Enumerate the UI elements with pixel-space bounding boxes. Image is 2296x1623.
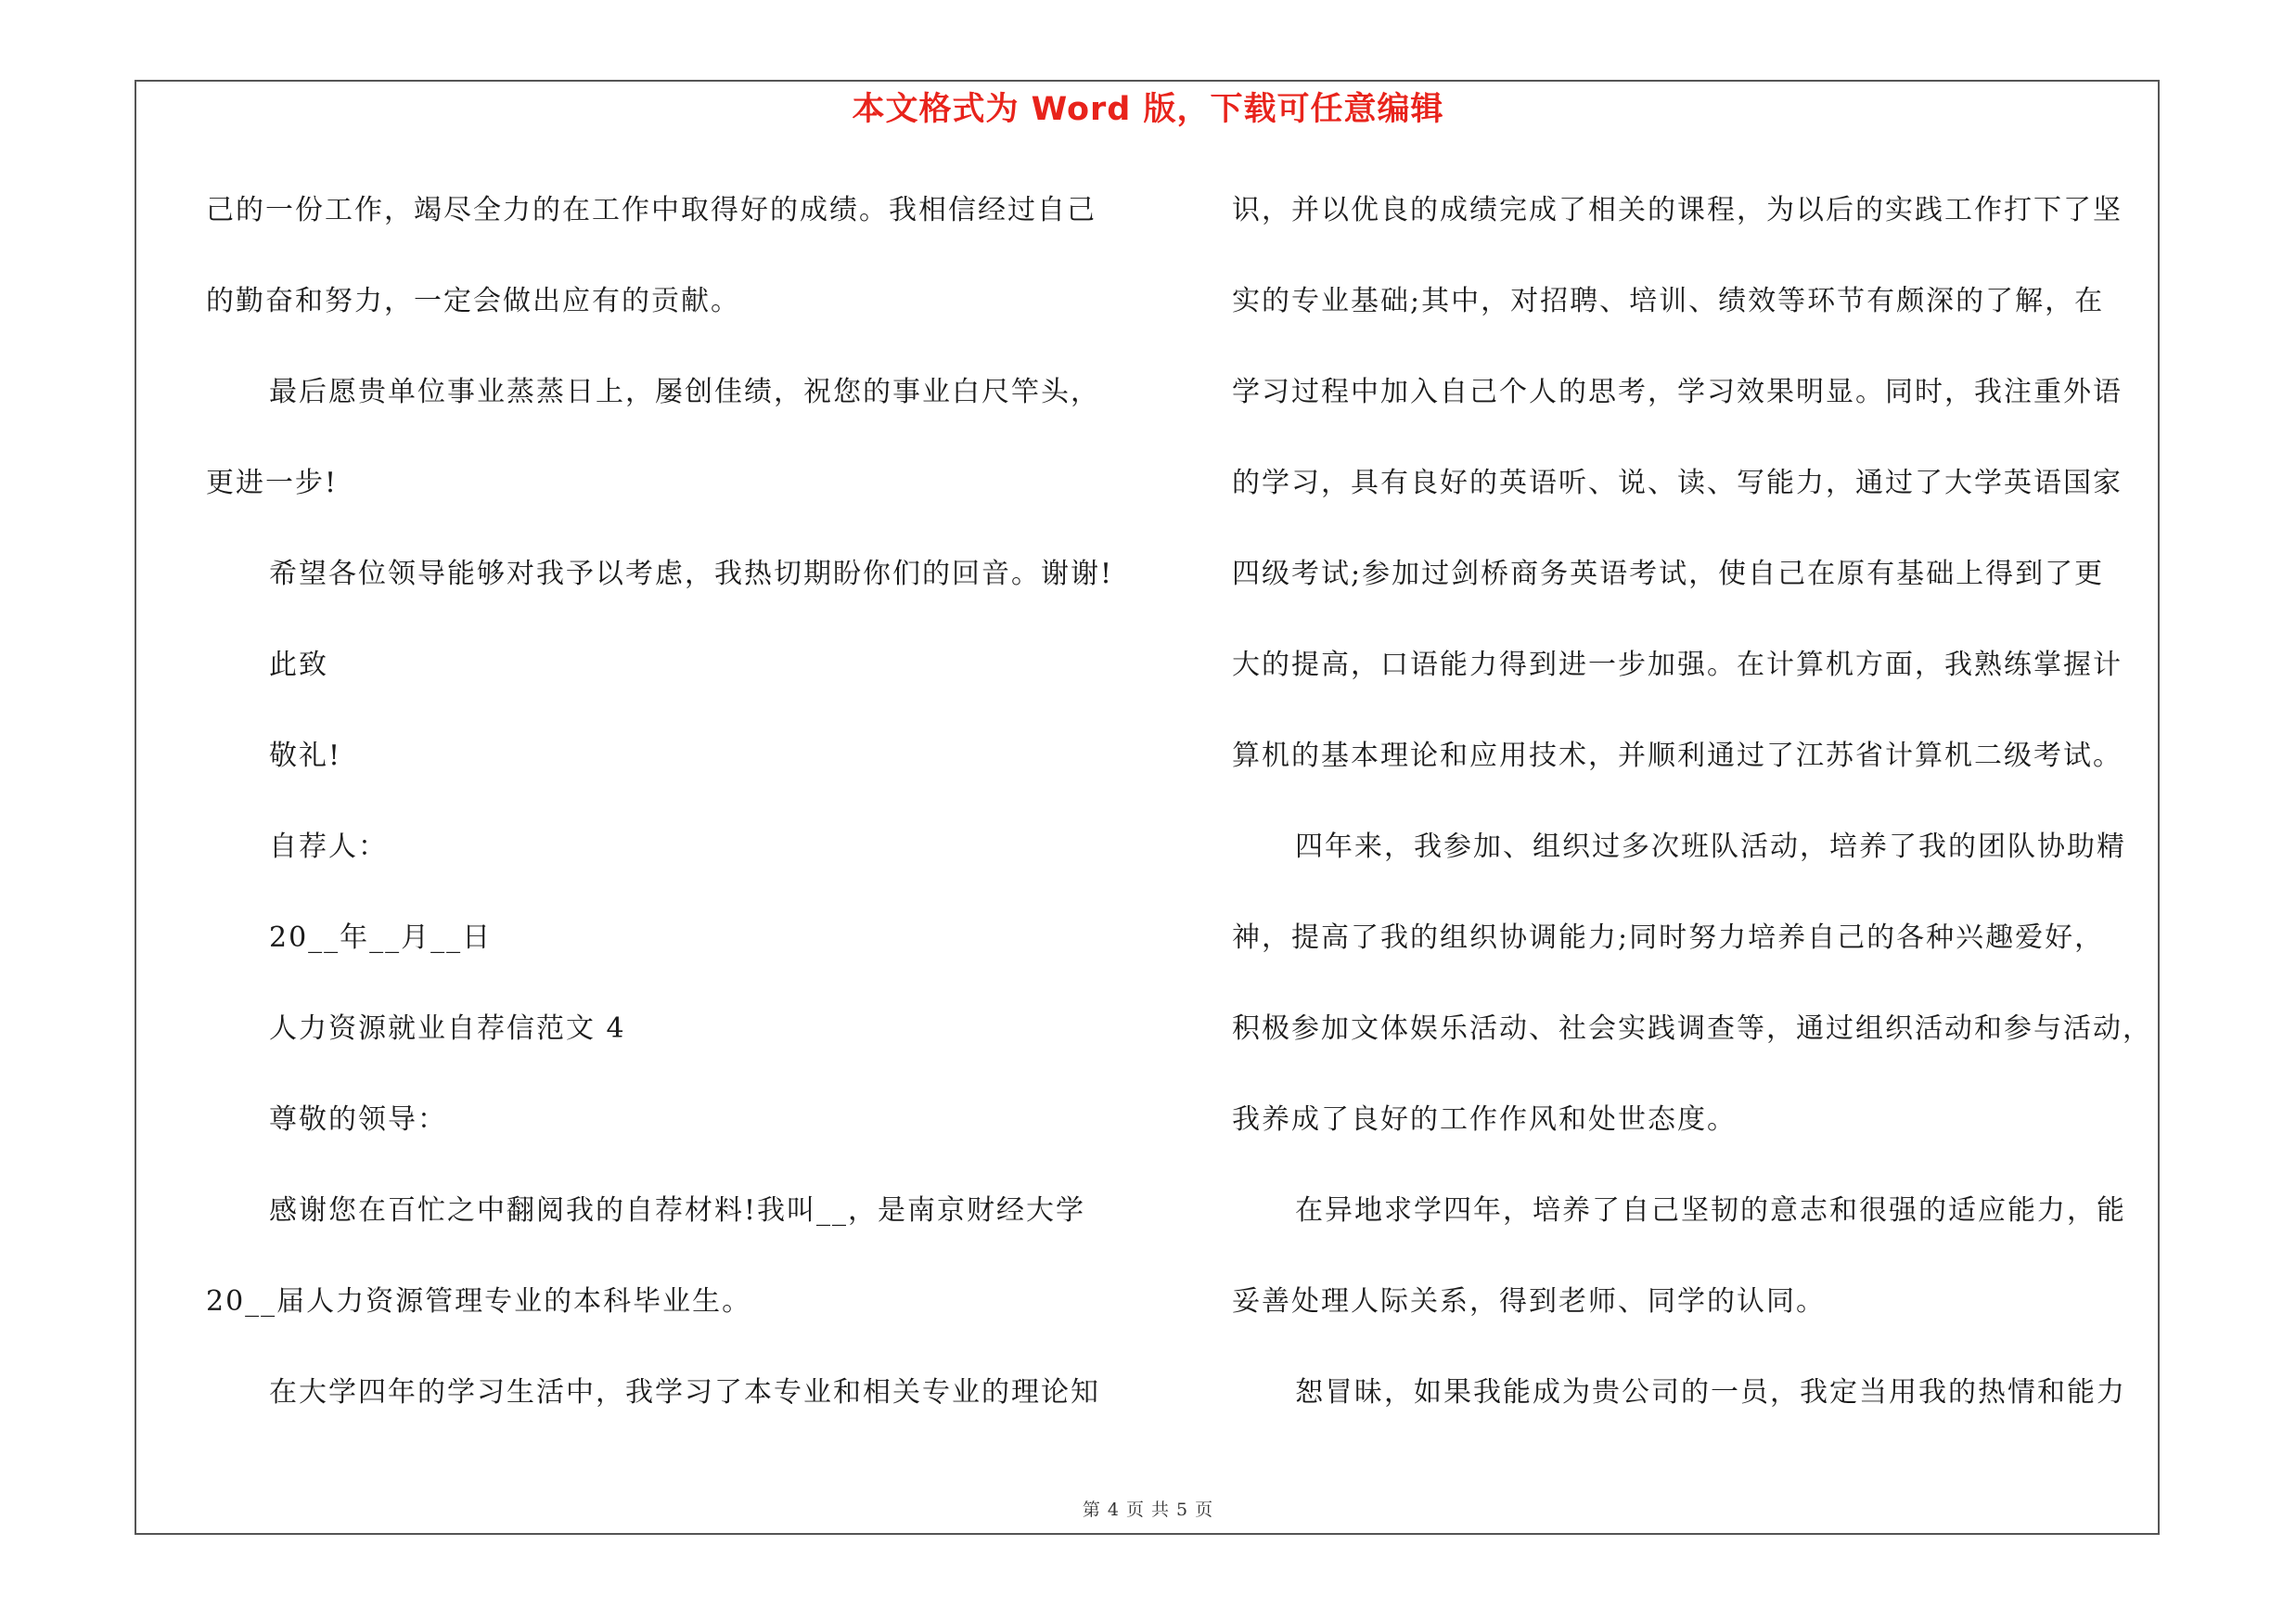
paragraph-line: 学习过程中加入自己个人的思考，学习效果明显。同时，我注重外语 (1232, 376, 2123, 408)
paragraph-line: 的勤奋和努力，一定会做出应有的贡献。 (206, 285, 740, 317)
paragraph-line: 此致 (269, 649, 328, 681)
paragraph-line: 在异地求学四年，培养了自己坚韧的意志和很强的适应能力，能 (1295, 1194, 2126, 1227)
paragraph-line: 尊敬的领导： (269, 1103, 447, 1136)
word-format-banner: 本文格式为 Word 版，下载可任意编辑 (852, 91, 1444, 128)
paragraph-line: 最后愿贵单位事业蒸蒸日上，屡创佳绩，祝您的事业白尺竿头， (269, 376, 1100, 408)
paragraph-line: 四级考试;参加过剑桥商务英语考试，使自己在原有基础上得到了更 (1232, 558, 2105, 590)
paragraph-line: 算机的基本理论和应用技术，并顺利通过了江苏省计算机二级考试。 (1232, 740, 2123, 772)
paragraph-line: 妥善处理人际关系，得到老师、同学的认同。 (1232, 1285, 1826, 1318)
left-text-column (206, 187, 1152, 1461)
paragraph-line: 积极参加文体娱乐活动、社会实践调查等，通过组织活动和参与活动， (1232, 1012, 2152, 1045)
paragraph-line: 实的专业基础;其中，对招聘、培训、绩效等环节有颇深的了解，在 (1232, 285, 2105, 317)
paragraph-line: 自荐人： (269, 831, 388, 863)
paragraph-line: 神，提高了我的组织协调能力;同时努力培养自己的各种兴趣爱好， (1232, 921, 2105, 954)
paragraph-line: 人力资源就业自荐信范文 4 (269, 1012, 626, 1045)
paragraph-line: 的学习，具有良好的英语听、说、读、写能力，通过了大学英语国家 (1232, 467, 2123, 499)
paragraph-line: 己的一份工作，竭尽全力的在工作中取得好的成绩。我相信经过自己 (206, 194, 1097, 226)
paragraph-line: 四年来，我参加、组织过多次班队活动，培养了我的团队协助精 (1295, 831, 2126, 863)
paragraph-line: 20__届人力资源管理专业的本科毕业生。 (206, 1285, 752, 1318)
paragraph-line: 更进一步! (206, 467, 339, 499)
paragraph-line: 大的提高，口语能力得到进一步加强。在计算机方面，我熟练掌握计 (1232, 649, 2123, 681)
paragraph-line: 感谢您在百忙之中翻阅我的自荐材料!我叫__，是南京财经大学 (269, 1194, 1086, 1227)
paragraph-line: 敬礼! (269, 740, 342, 772)
paragraph-line: 20__年__月__日 (269, 921, 493, 954)
paragraph-line: 恕冒昧，如果我能成为贵公司的一员，我定当用我的热情和能力 (1295, 1376, 2126, 1409)
right-text-column (1232, 187, 2178, 1461)
page-number: 第 4 页 共 5 页 (1082, 1500, 1214, 1520)
paragraph-line: 识，并以优良的成绩完成了相关的课程，为以后的实践工作打下了坚 (1232, 194, 2123, 226)
paragraph-line: 我养成了良好的工作作风和处世态度。 (1232, 1103, 1737, 1136)
paragraph-line: 在大学四年的学习生活中，我学习了本专业和相关专业的理论知 (269, 1376, 1100, 1409)
paragraph-line: 希望各位领导能够对我予以考虑，我热切期盼你们的回音。谢谢! (269, 558, 1114, 590)
